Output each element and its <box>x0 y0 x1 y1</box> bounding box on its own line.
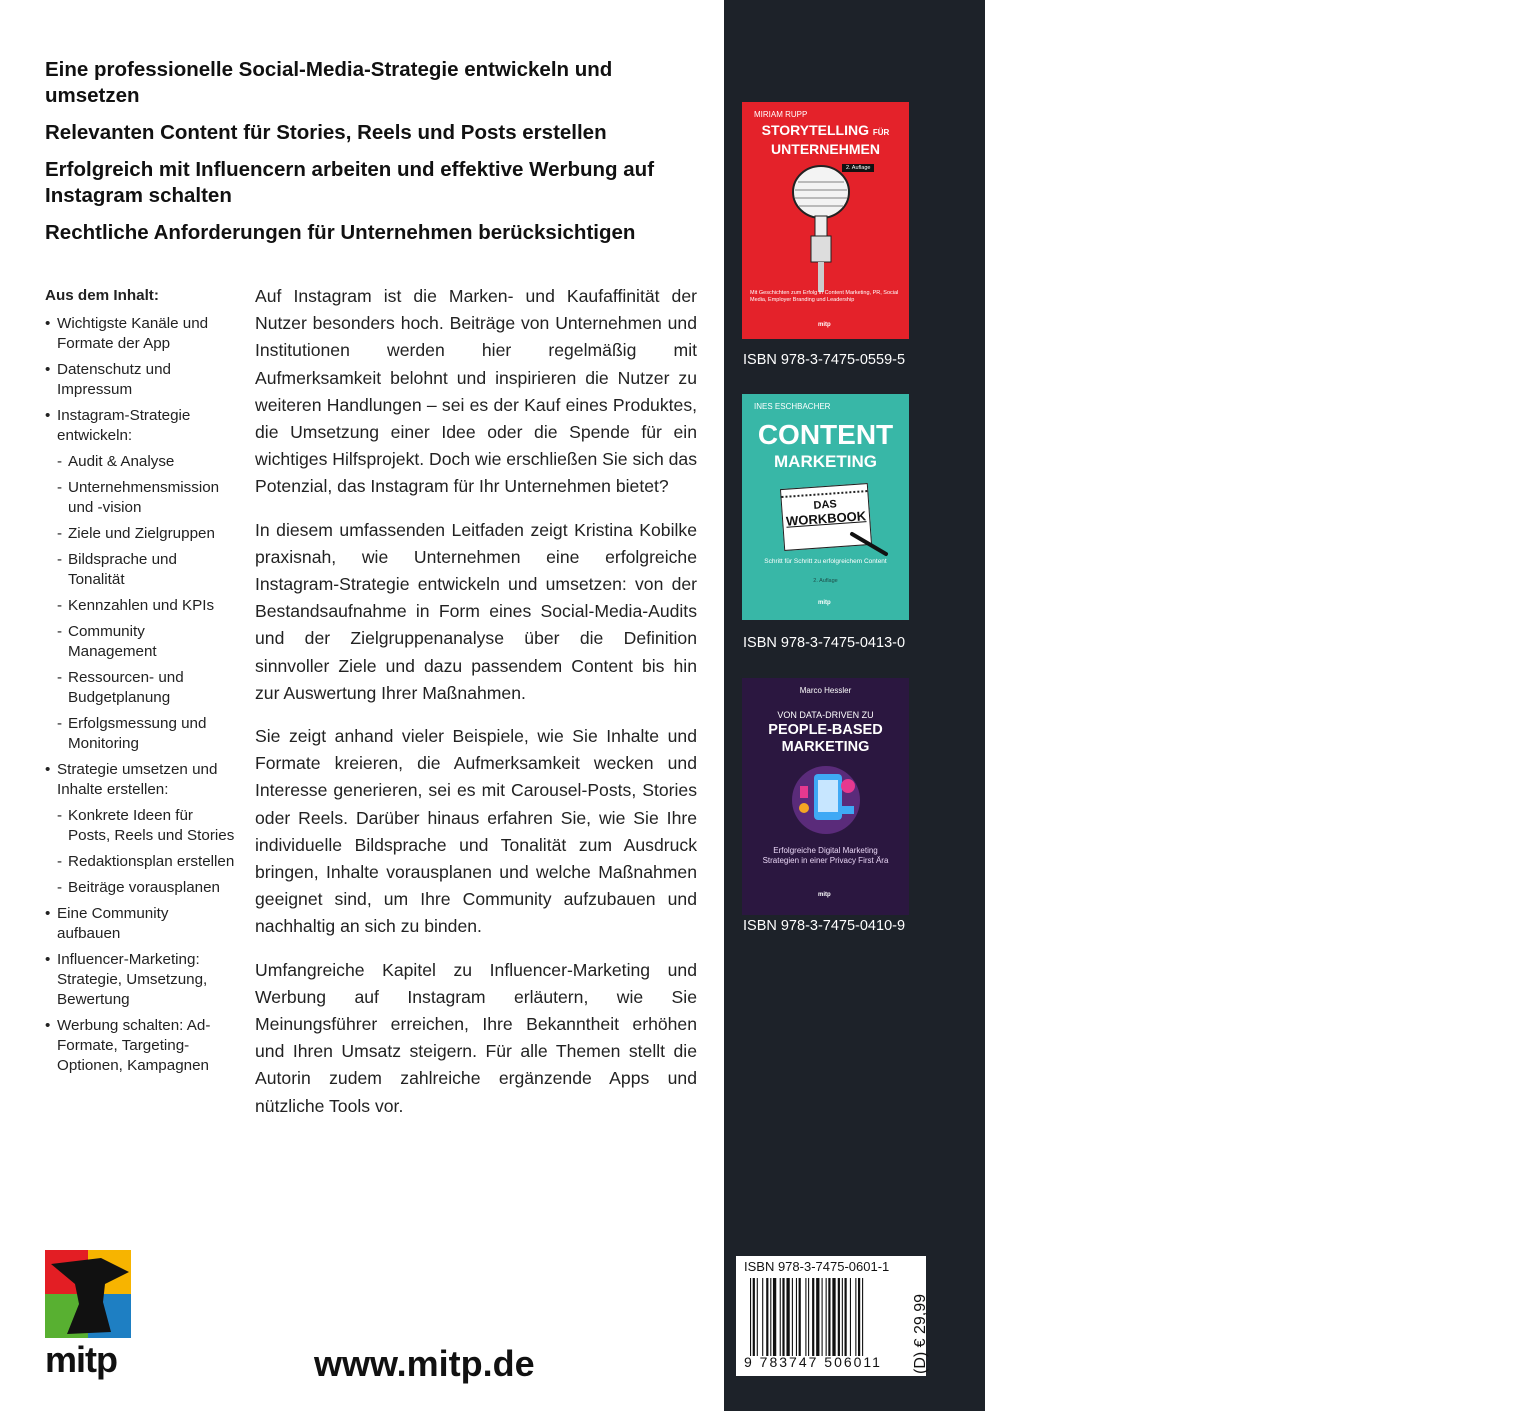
barcode-bar <box>780 1278 781 1356</box>
barcode-bar <box>808 1278 809 1356</box>
marketing-illustration-icon <box>786 760 866 840</box>
body-paragraph: Sie zeigt anhand vieler Beispiele, wie Sie Inhalte und Formate kreieren, die Aufmerksamkeit wecken und Interesse generieren, sei es mit Carousel-Posts, Stories oder Reels. Darüber hinaus erfahren Sie, wie Sie Ihre individuelle Bildsprache und Tonalität zum Ausdruck bringen, Inhalte vorausplanen und welche Maßnahmen geeignet sind, um Ihre Community aufzubauen und nachhaltig an sich zu binden. <box>255 726 697 937</box>
publisher-url: www.mitp.de <box>314 1343 535 1384</box>
toc-subitem: - Beiträge vorausplanen <box>45 878 235 898</box>
toc-subitem: - Erfolgsmessung und Monitoring <box>45 714 235 754</box>
barcode-bar <box>855 1278 856 1356</box>
headline: Rechtliche Anforderungen für Unternehmen berücksichtigen <box>45 221 636 244</box>
barcode-bar <box>766 1278 768 1356</box>
notepad-label: DAS <box>813 498 838 512</box>
headline-list <box>45 57 705 257</box>
headline: Erfolgreich mit Influencern arbeiten und effektive Werbung auf Instagram schalten <box>45 158 655 207</box>
table-of-contents <box>45 286 235 1082</box>
barcode-bar <box>845 1278 847 1356</box>
toc-subitem: - Audit & Analyse <box>45 452 235 472</box>
book-author: INES ESCHBACHER <box>754 402 831 411</box>
book-title-line: CONTENT <box>757 419 894 450</box>
book-title <box>752 122 899 157</box>
mitp-logo <box>45 1250 131 1380</box>
body-paragraph: Umfangreiche Kapitel zu Influencer-Marketing und Werbung auf Instagram erläutern, wie Sie Meinungsführer erreichen, Ihre Bekanntheit erhöhen und Ihren Umsatz steigern. Für alle Themen stellt die Autorin zudem zahlreiche ergänzende Apps und nützliche Tools vor. <box>255 959 697 1116</box>
barcode-bar <box>753 1278 755 1356</box>
headline: Eine professionelle Social-Media-Strategie entwickeln und umsetzen <box>45 58 613 107</box>
barcode-bar <box>828 1278 830 1356</box>
toc-subitem: - Konkrete Ideen für Posts, Reels und Stories <box>45 806 235 846</box>
toc-subitem: - Ressourcen- und Budgetplanung <box>45 668 235 708</box>
barcode-bar <box>858 1278 860 1356</box>
description-text <box>255 283 697 1136</box>
book-publisher-mark: mitp <box>818 600 831 606</box>
book-title-line: PEOPLE-BASED <box>768 722 883 738</box>
book-title-line: VON DATA-DRIVEN ZU <box>777 710 874 720</box>
toc-item: • Eine Community aufbauen <box>45 904 235 944</box>
barcode-bar <box>757 1278 758 1356</box>
barcode-digits: 9 783747 506011 <box>744 1354 882 1370</box>
toc-item: • Instagram-Strategie entwickeln: <box>45 406 235 446</box>
toc-item: • Wichtigste Kanäle und Formate der App <box>45 314 235 354</box>
barcode-bar <box>750 1278 751 1356</box>
book-edition: 2. Auflage <box>842 164 874 172</box>
barcode-bar <box>762 1278 763 1356</box>
headline: Relevanten Content für Stories, Reels und Posts erstellen <box>45 121 607 144</box>
anvil-icon <box>45 1250 131 1338</box>
book-title-line: MARKETING <box>774 452 877 471</box>
toc-title: Aus dem Inhalt: <box>45 287 159 304</box>
book-author: MIRIAM RUPP <box>754 110 808 119</box>
barcode-bar <box>816 1278 819 1356</box>
barcode-bar <box>862 1278 863 1356</box>
barcode-icon <box>750 1278 900 1356</box>
book-publisher-mark: mitp <box>818 322 831 328</box>
book-edition: 2. Auflage <box>813 578 838 584</box>
toc-item: • Influencer-Marketing: Strategie, Umsetzung, Bewertung <box>45 950 235 1010</box>
barcode-bar <box>782 1278 784 1356</box>
barcode-bar <box>832 1278 835 1356</box>
book-cover-people-based-marketing <box>742 678 909 915</box>
toc-item: • Werbung schalten: Ad-Formate, Targeting-Optionen, Kampagnen <box>45 1016 235 1076</box>
barcode-bar <box>805 1278 806 1356</box>
notepad-label: WORKBOOK <box>785 508 867 529</box>
barcode-bar <box>850 1278 851 1356</box>
book-title-line: STORYTELLING <box>761 122 869 138</box>
book-title-line: UNTERNEHMEN <box>771 141 880 157</box>
toc-subitem: - Unternehmensmission und -vision <box>45 478 235 518</box>
barcode-bar <box>792 1278 793 1356</box>
back-cover-main <box>0 0 724 1411</box>
toc-subitem: - Kennzahlen und KPIs <box>45 596 235 616</box>
barcode-bar <box>822 1278 823 1356</box>
barcode-bar <box>842 1278 843 1356</box>
book-subtitle: Erfolgreiche Digital Marketing Strategien in einer Privacy First Ära <box>762 846 889 865</box>
price-label: (D) € 29,99 <box>912 1293 929 1374</box>
barcode-bar <box>796 1278 797 1356</box>
book-cover-content-marketing <box>742 394 909 620</box>
barcode-bar <box>826 1278 827 1356</box>
book-subtitle: Schritt für Schritt zu erfolgreichem Content <box>764 558 887 565</box>
toc-item: • Strategie umsetzen und Inhalte erstellen: <box>45 760 235 800</box>
toc-subitem: - Redaktionsplan erstellen <box>45 852 235 872</box>
mitp-logo-mark <box>45 1250 131 1338</box>
body-paragraph: Auf Instagram ist die Marken- und Kaufaffinität der Nutzer besonders hoch. Beiträge von Unternehmen und Institutionen werden hier regelmäßig mit Aufmerksamkeit belohnt und inspirieren die Nutzer zu weiteren Handlungen – sei es der Kauf eines Produktes, die Umsetzung einer Idee oder die Spende für ein wichtiges Hilfsprojekt. Doch wie erschließen Sie sich das Potenzial, das Instagram für Ihr Unternehmen bietet? <box>255 286 697 497</box>
mitp-logo-text: mitp <box>45 1339 117 1380</box>
toc-item: • Datenschutz und Impressum <box>45 360 235 400</box>
barcode-bar <box>799 1278 801 1356</box>
barcode-bar <box>812 1278 814 1356</box>
toc-subitem: - Community Management <box>45 622 235 662</box>
microphone-icon <box>786 162 856 292</box>
book-title-small: FÜR <box>872 128 890 137</box>
book-isbn: ISBN 978-3-7475-0413-0 <box>743 635 906 651</box>
sidebar-heading: Außerdem bei mitp: <box>1467 58 1539 93</box>
book-author: Marco Hessler <box>799 686 852 695</box>
pen-icon <box>850 530 890 560</box>
book-title-line: MARKETING <box>781 739 870 755</box>
barcode-bar <box>770 1278 771 1356</box>
barcode-bar <box>838 1278 840 1356</box>
book-isbn: ISBN 978-3-7475-0410-9 <box>743 918 906 934</box>
book-publisher-mark: mitp <box>818 892 831 898</box>
body-paragraph: In diesem umfassenden Leitfaden zeigt Kristina Kobilke praxisnah, wie Unternehmen eine erfolgreiche Instagram-Strategie entwickeln und umsetzen: von der Bestandsaufnahme in Form eines Social-Media-Audits und der Zielgruppenanalyse über die Definition sinnvoller Ziele und dazu passendem Content bis hin zur Auswertung Ihrer Maßnahmen. <box>255 519 697 703</box>
book-cover-storytelling <box>742 102 909 339</box>
toc-subitem: - Bildsprache und Tonalität <box>45 550 235 590</box>
barcode-bar <box>773 1278 776 1356</box>
toc-subitem: - Ziele und Zielgruppen <box>45 524 235 544</box>
barcode-bar <box>786 1278 789 1356</box>
barcode-area <box>736 1256 929 1376</box>
book-subtitle: Mit Geschichten zum Erfolg in Content Marketing, PR, Social Media, Employer Branding und Leadership <box>750 290 899 303</box>
barcode-isbn: ISBN 978-3-7475-0601-1 <box>744 1259 890 1274</box>
book-isbn: ISBN 978-3-7475-0559-5 <box>743 352 906 368</box>
